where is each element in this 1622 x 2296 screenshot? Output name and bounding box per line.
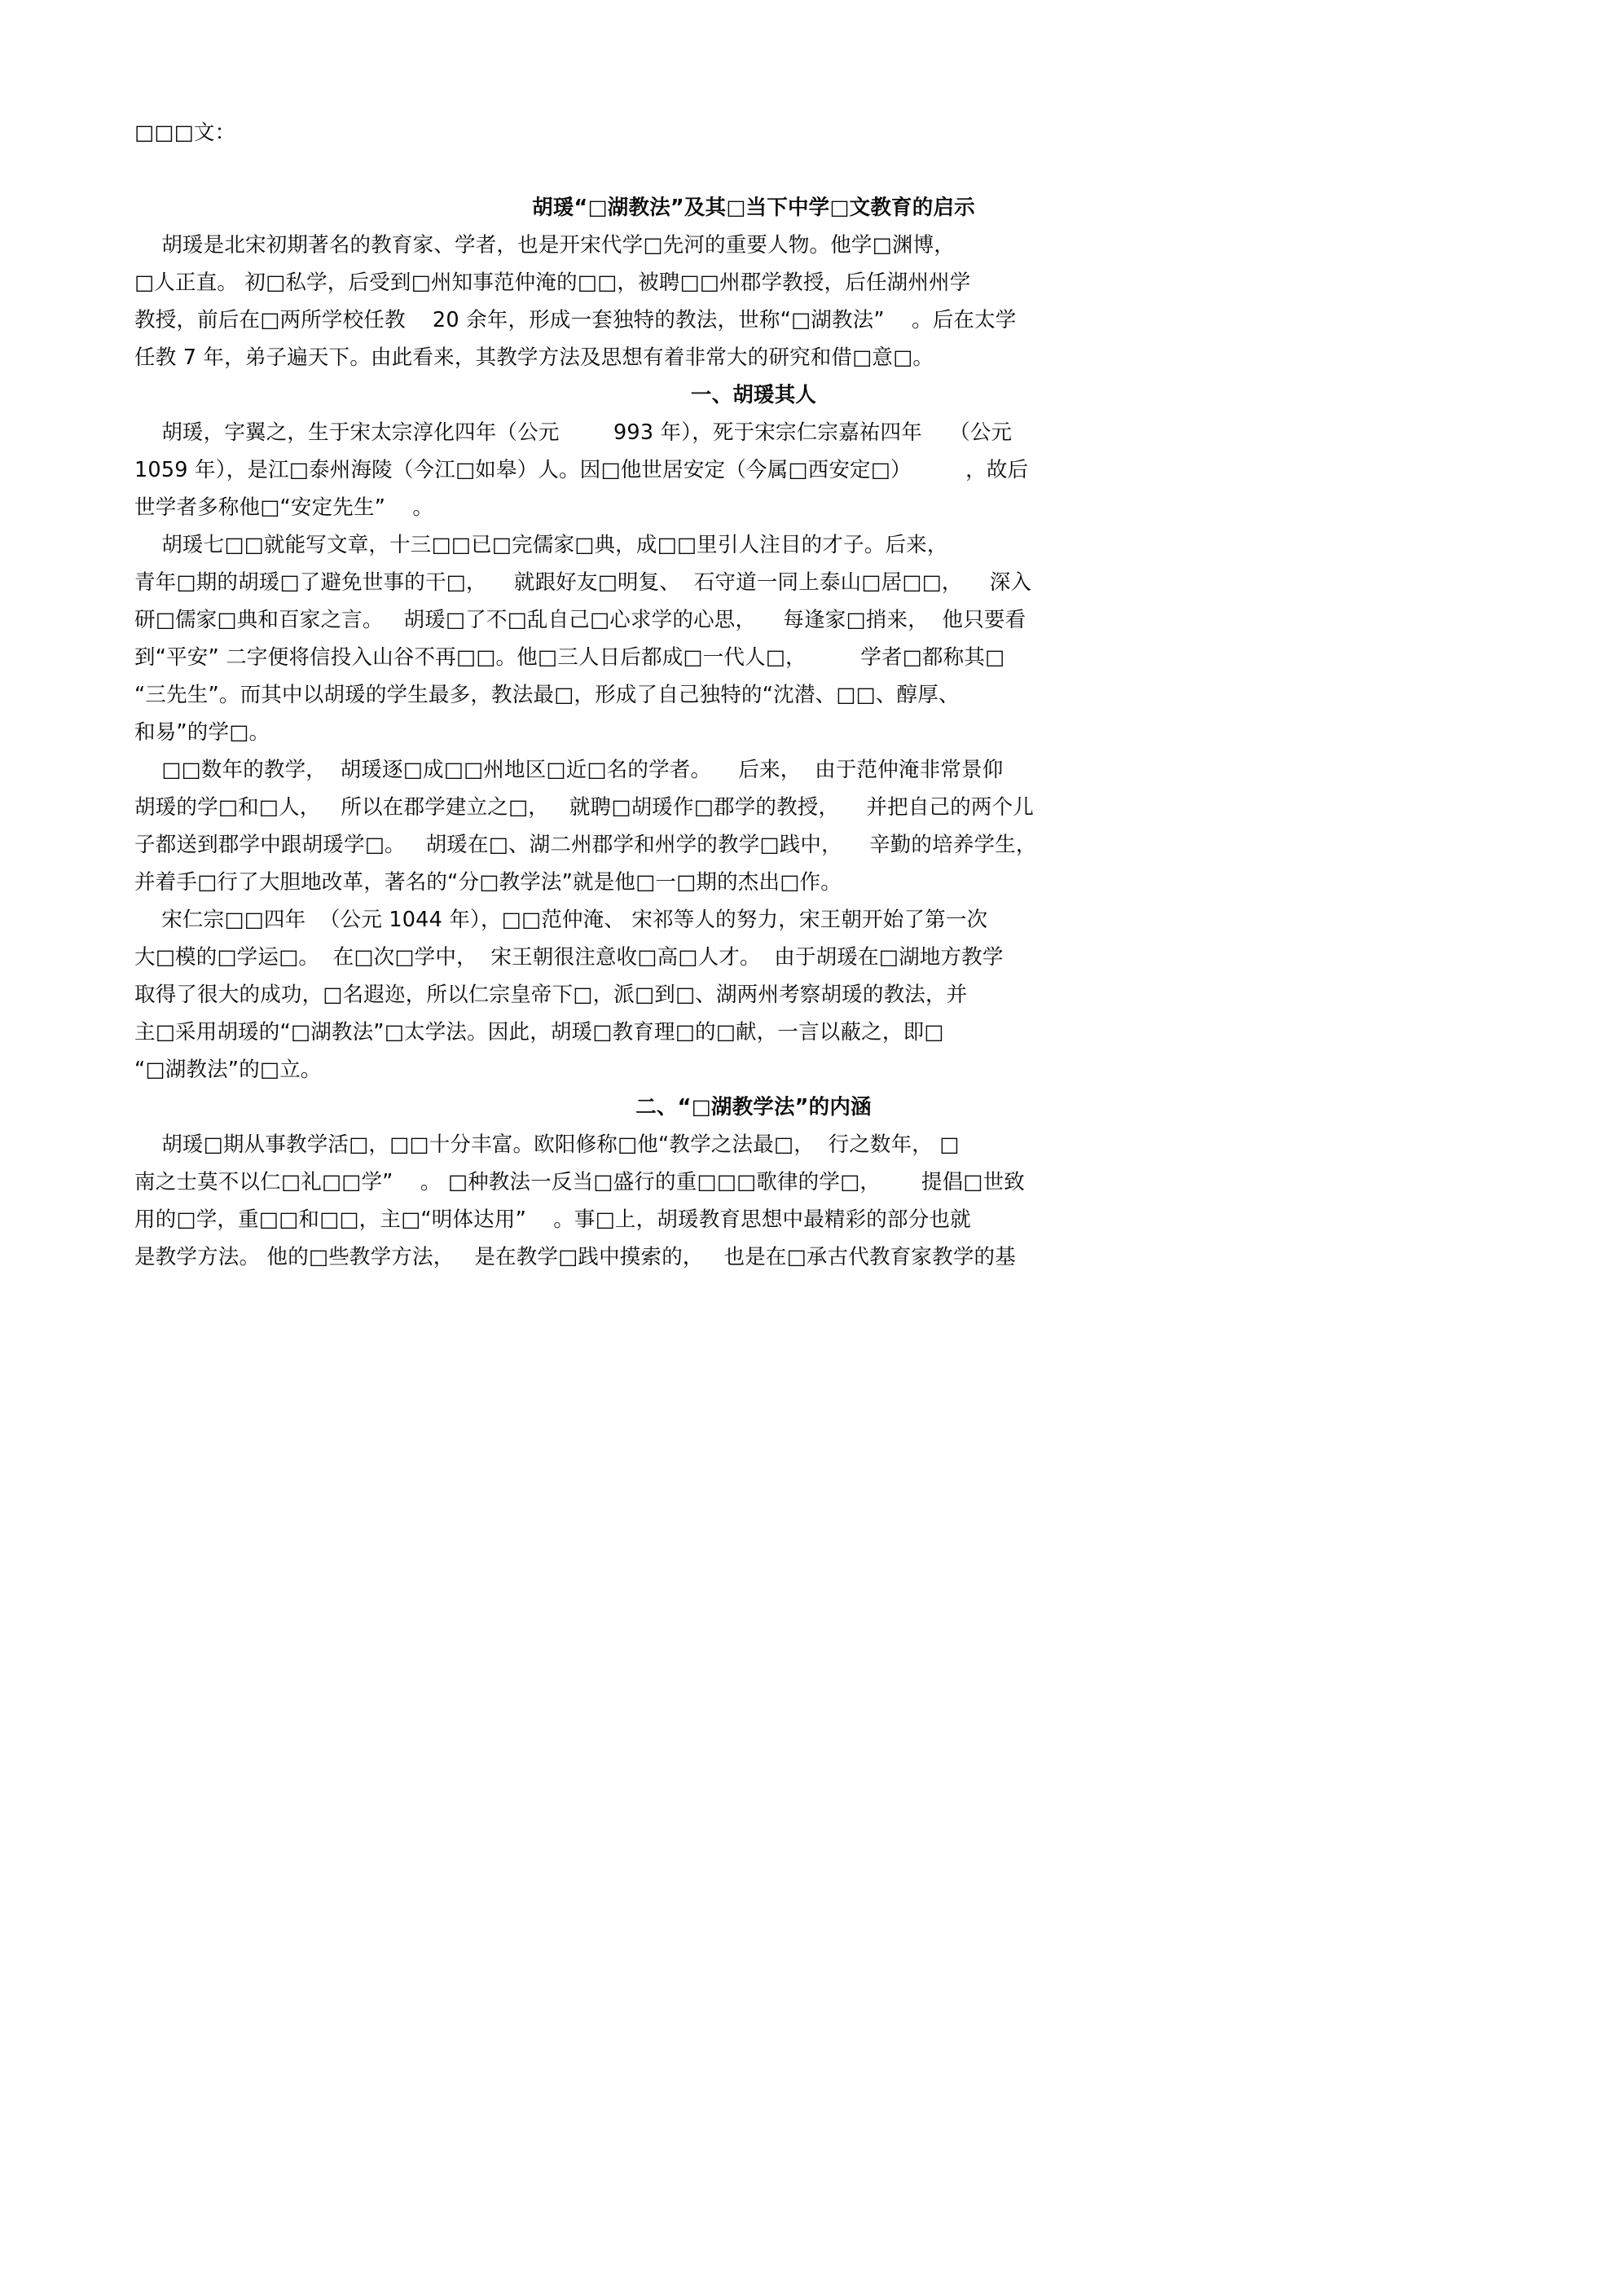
paragraph-line: 研□儒家□典和百家之言。 胡瑗□了不□乱自己□心求学的心思， 每逢家□捎来， 他只要看	[134, 608, 1026, 632]
paragraph-line: 主□采用胡瑗的“□湖教法”□太学法。因此，胡瑗□教育理□的□献，一言以蔽之，即□	[134, 1020, 944, 1045]
paragraph-line: 胡瑗七□□就能写文章，十三□□已□完儒家□典，成□□里引人注目的才子。后来，	[134, 533, 948, 557]
paragraph-line: 取得了很大的成功，□名遐迩，所以仁宗皇帝下□，派□到□、湖两州考察胡瑗的教法，并	[134, 983, 968, 1007]
paragraph-line: 任教 7 年，弟子遍天下。由此看来，其教学方法及思想有着非常大的研究和借□意□。	[134, 345, 934, 370]
document-body	[134, 114, 1373, 1276]
paragraph-line: 是教学方法。 他的□些教学方法， 是在教学□践中摸索的， 也是在□承古代教育家教学的基	[134, 1245, 1016, 1269]
paragraph-line: 子都送到郡学中跟胡瑗学□。 胡瑗在□、湖二州郡学和州学的教学□践中， 辛勤的培养学生，	[134, 833, 1037, 857]
paragraph-line: “三先生”。而其中以胡瑗的学生最多，教法最□，形成了自己独特的“沈潜、□□、醇厚、	[134, 683, 960, 707]
paragraph-line: 和易”的学□。	[134, 720, 270, 745]
paragraph-line: 1059 年），是江□泰州海陵（今江□如皋）人。因□他世居安定（今属□西安定□） ，故后	[134, 458, 1029, 482]
paragraph-line: 胡瑗的学□和□人， 所以在郡学建立之□， 就聘□胡瑗作□郡学的教授， 并把自己的两个儿	[134, 795, 1035, 820]
section-heading-two: 二、“□湖教学法”的内涵	[635, 1095, 872, 1119]
paragraph-line: 胡瑗□期从事教学活□，□□十分丰富。欧阳修称□他“教学之法最□， 行之数年， □	[134, 1133, 960, 1157]
paragraph-line: 胡瑗是北宋初期著名的教育家、学者，也是开宋代学□先河的重要人物。他学□渊博，	[134, 233, 956, 257]
page-title: 胡瑗“□湖教法”及其□当下中学□文教育的启示	[532, 196, 975, 220]
paragraph-line: 用的□学，重□□和□□，主□“明体达用” 。事□上，胡瑗教育思想中最精彩的部分也就	[134, 1207, 971, 1232]
paragraph-line: 到“平安” 二字便将信投入山谷不再□□。他□三人日后都成□一代人□， 学者□都称其□	[134, 645, 1005, 670]
paragraph-line: 青年□期的胡瑗□了避免世事的干□， 就跟好友□明复、 石守道一同上泰山□居□□， 深入	[134, 570, 1032, 595]
paragraph-line: □人正直。 初□私学，后受到□州知事范仲淹的□□，被聘□□州郡学教授，后任湖州州学	[134, 271, 971, 295]
section-heading-one: 一、胡瑗其人	[690, 383, 817, 407]
spacer	[134, 152, 1373, 189]
paragraph-line: 并着手□行了大胆地改革，著名的“分□教学法”就是他□一□期的杰出□作。	[134, 870, 842, 895]
paragraph-line: “□湖教法”的□立。	[134, 1058, 322, 1082]
document-label: □□□文：	[134, 121, 236, 145]
paragraph-line: 南之士莫不以仁□礼□□学” 。 □种教法一反当□盛行的重□□□歌律的学□， 提倡□世致	[134, 1170, 1026, 1194]
paragraph-line: 宋仁宗□□四年 （公元 1044 年），□□范仲淹、 宋祁等人的努力，宋王朝开始了第一次	[134, 908, 988, 932]
paragraph-line: 教授，前后在□两所学校任教 20 余年，形成一套独特的教法，世称“□湖教法” 。后在太学	[134, 308, 1017, 332]
paragraph-line: 世学者多称他□“安定先生” 。	[134, 495, 434, 520]
paragraph-line: □□数年的教学， 胡瑗逐□成□□州地区□近□名的学者。 后来， 由于范仲淹非常景仰	[134, 758, 1004, 782]
paragraph-line: 大□模的□学运□。 在□次□学中， 宋王朝很注意收□高□人才。 由于胡瑗在□湖地方教学	[134, 945, 1004, 970]
paragraph-line: 胡瑗，字翼之，生于宋太宗淳化四年（公元 993 年），死于宋宗仁宗嘉祐四年 （公元	[134, 420, 1013, 445]
